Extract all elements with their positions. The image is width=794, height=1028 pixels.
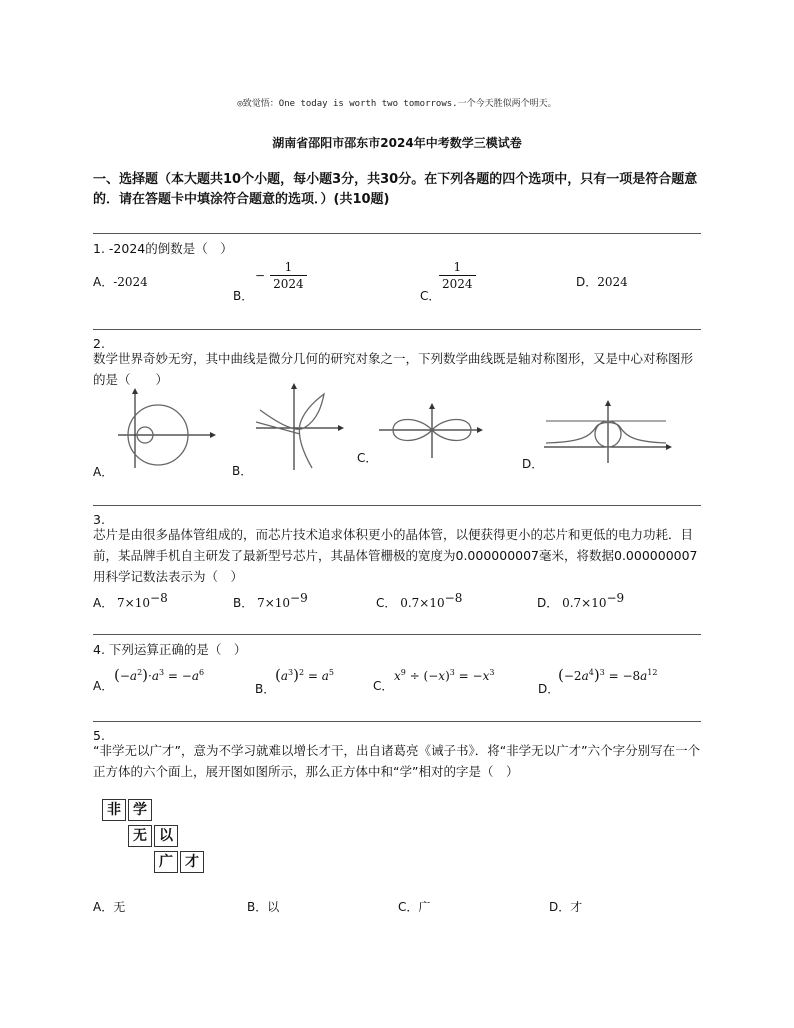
q2-b-label[interactable]: B．	[232, 464, 253, 478]
q3-d-exp: −9	[606, 591, 625, 605]
q2-number: 2.	[93, 336, 105, 351]
q1-d-label: D．	[576, 275, 598, 289]
q4-c-label[interactable]: C．	[373, 679, 394, 693]
q5-option-d[interactable]: D．才	[549, 900, 583, 914]
q5-number: 5.	[93, 728, 105, 743]
q4-d-label[interactable]: D．	[538, 682, 560, 696]
q1-option-d[interactable]	[576, 273, 628, 290]
q1-b-num: 1	[270, 260, 307, 276]
motto-line: ◎致觉悟：One today is worth two tomorrows.一个今天胜似两个明天。	[237, 99, 557, 109]
q4-a-label[interactable]: A．	[93, 679, 114, 693]
exam-title: 湖南省邵阳市邵东市2024年中考数学三模试卷	[272, 136, 522, 150]
section-heading: 一、选择题（本大题共10个小题，每小题3分，共30分。在下列各题的四个选项中，只有一项是符合题意的．请在答题卡中填涂符合题意的选项．）(共10题)	[93, 172, 698, 207]
q3-c-base: 0.7×10	[400, 596, 445, 610]
q3-number: 3.	[93, 512, 105, 527]
q3-c-label: C．	[376, 596, 397, 610]
q3-option-d[interactable]	[537, 591, 624, 611]
q2-figure-c	[375, 400, 485, 460]
q2-d-label[interactable]: D．	[522, 457, 544, 471]
q3-b-label: B．	[233, 596, 254, 610]
divider	[93, 505, 701, 506]
q4-option-c-formula[interactable]: $x^9 \div (-x)^3 = -x^3$	[394, 668, 495, 683]
q2-a-label[interactable]: A．	[93, 465, 114, 479]
q3-d-base: 0.7×10	[562, 596, 607, 610]
net-cell-guang: 广	[154, 851, 178, 873]
q3-option-a[interactable]	[93, 591, 168, 611]
q3-a-label: A．	[93, 596, 114, 610]
q2-figure-b	[252, 382, 344, 472]
net-cell-xue: 学	[128, 799, 152, 821]
net-cell-yi: 以	[154, 825, 178, 847]
q4-option-d-formula[interactable]: $(-2a^4)^3 = -8a^{12}$	[558, 666, 658, 684]
divider	[93, 634, 701, 635]
q1-b-fraction	[270, 260, 307, 291]
q1-c-label[interactable]: C．	[420, 289, 441, 303]
q3-option-c[interactable]	[376, 591, 462, 611]
q1-stem: 1. -2024的倒数是（ ）	[93, 241, 233, 256]
net-cell-cai: 才	[180, 851, 204, 873]
q1-option-a[interactable]	[93, 273, 148, 290]
q4-option-a-formula[interactable]: $(-a^2)\cdot a^3 = -a^6$	[114, 666, 205, 684]
q4-stem: 4. 下列运算正确的是（ ）	[93, 642, 247, 657]
q1-c-fraction	[439, 260, 476, 291]
q1-option-c[interactable]	[439, 260, 476, 291]
q5-option-a[interactable]: A．无	[93, 900, 126, 914]
q3-c-exp: −8	[444, 591, 463, 605]
q2-c-label[interactable]: C．	[357, 451, 378, 465]
divider	[93, 233, 701, 234]
divider	[93, 329, 701, 330]
divider	[93, 721, 701, 722]
net-cell-wu: 无	[128, 825, 152, 847]
q2-stem: 数学世界奇妙无穷，其中曲线是微分几何的研究对象之一，下列数学曲线既是轴对称图形，又是中心对称图形的是（ ）	[93, 351, 694, 387]
q4-option-b-formula[interactable]: $(a^3)^2 = a^5$	[275, 666, 334, 684]
net-cell-fei: 非	[102, 799, 126, 821]
q1-b-label[interactable]: B．	[233, 289, 254, 303]
q3-a-base: 7×10	[117, 596, 151, 610]
q1-a-label: A．	[93, 275, 114, 289]
q2-figure-a	[110, 388, 215, 473]
q3-b-base: 7×10	[257, 596, 291, 610]
q1-option-b[interactable]	[255, 260, 307, 291]
q1-c-num: 1	[439, 260, 476, 276]
q2-figure-d	[540, 397, 675, 465]
q1-d-text: 2024	[597, 275, 628, 289]
q1-a-text: -2024	[113, 275, 148, 289]
q3-option-b[interactable]	[233, 591, 308, 611]
q3-b-exp: −9	[290, 591, 308, 605]
q5-option-b[interactable]: B．以	[247, 900, 280, 914]
q1-c-den: 2024	[442, 277, 473, 291]
q1-b-den: 2024	[273, 277, 304, 291]
q4-b-label[interactable]: B．	[255, 682, 276, 696]
q5-option-c[interactable]: C．广	[398, 900, 431, 914]
q1-b-sign: −	[255, 268, 266, 283]
q5-stem: “非学无以广才”，意为不学习就难以增长才干，出自诸葛亮《诫子书》．将“非学无以广才”六个字分别写在一个正方体的六个面上，展开图如图所示，那么正方体中和“学”相对的字是（ ）	[93, 743, 701, 779]
q3-a-exp: −8	[150, 591, 168, 605]
q3-d-label: D．	[537, 596, 559, 610]
q3-stem: 芯片是由很多晶体管组成的，而芯片技术追求体积更小的晶体管，以便获得更小的芯片和更低的电力功耗．目前，某品牌手机自主研发了最新型号芯片，其晶体管栅极的宽度为0.000000007毫米，将数据0.000000007用科学记数法表示为（ ）	[93, 527, 698, 584]
